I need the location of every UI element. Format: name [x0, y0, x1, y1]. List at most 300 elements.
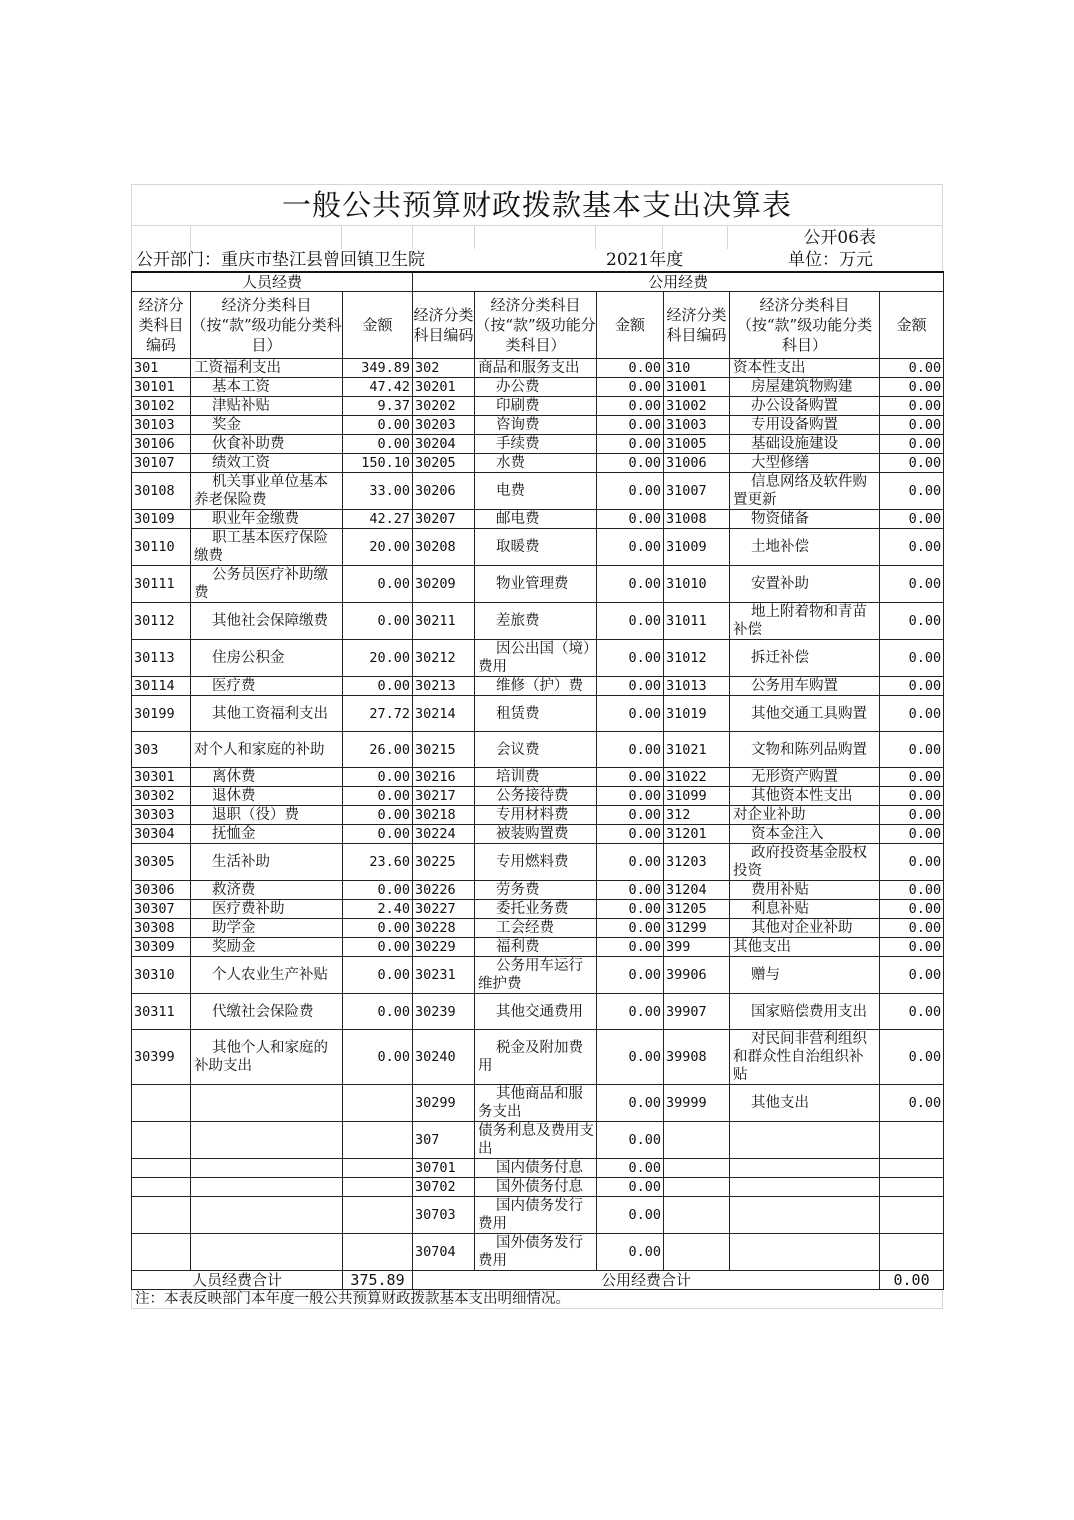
personnel-amount: 42.27 [343, 510, 413, 529]
capital-code: 310 [664, 359, 730, 378]
personnel-item: 职业年金缴费 [191, 510, 343, 529]
personnel-code: 30308 [132, 919, 191, 938]
capital-amount: 0.00 [880, 844, 944, 881]
public-amount: 0.00 [597, 603, 664, 640]
capital-amount: 0.00 [880, 529, 944, 566]
personnel-item [191, 1085, 343, 1122]
capital-code: 39908 [664, 1030, 730, 1085]
form-number-row [131, 225, 943, 249]
public-code: 30205 [413, 454, 475, 473]
public-code: 30701 [413, 1159, 475, 1178]
col-code-header: 经济分类科目编码 [664, 292, 730, 359]
public-item: 电费 [475, 473, 597, 510]
table-row [132, 473, 944, 510]
personnel-code: 30107 [132, 454, 191, 473]
personnel-total-value: 375.89 [343, 1271, 413, 1290]
table-row [132, 677, 944, 696]
public-code: 30217 [413, 787, 475, 806]
public-amount: 0.00 [597, 454, 664, 473]
totals-row [132, 1271, 944, 1290]
personnel-code: 30310 [132, 957, 191, 994]
capital-amount [880, 1197, 944, 1234]
public-amount: 0.00 [597, 1085, 664, 1122]
public-code: 30206 [413, 473, 475, 510]
col-name-header: 经济分类科目（按“款”级功能分类科目） [191, 292, 343, 359]
personnel-amount: 0.00 [343, 566, 413, 603]
capital-item: 对民间非营利组织和群众性自治组织补贴 [730, 1030, 880, 1085]
public-code: 30208 [413, 529, 475, 566]
capital-amount: 0.00 [880, 787, 944, 806]
capital-item: 资本金注入 [730, 825, 880, 844]
public-code: 30229 [413, 938, 475, 957]
table-row [132, 994, 944, 1030]
personnel-amount: 0.00 [343, 881, 413, 900]
public-item: 租赁费 [475, 696, 597, 732]
capital-amount: 0.00 [880, 473, 944, 510]
public-item: 差旅费 [475, 603, 597, 640]
public-item: 劳务费 [475, 881, 597, 900]
public-item: 公务用车运行维护费 [475, 957, 597, 994]
capital-item: 办公设备购置 [730, 397, 880, 416]
personnel-code: 30307 [132, 900, 191, 919]
capital-code: 399 [664, 938, 730, 957]
capital-amount: 0.00 [880, 825, 944, 844]
public-item: 邮电费 [475, 510, 597, 529]
personnel-item: 生活补助 [191, 844, 343, 881]
capital-item: 对企业补助 [730, 806, 880, 825]
table-row [132, 1178, 944, 1197]
public-amount: 0.00 [597, 994, 664, 1030]
public-amount: 0.00 [597, 696, 664, 732]
capital-item: 国家赔偿费用支出 [730, 994, 880, 1030]
table-row [132, 416, 944, 435]
public-amount: 0.00 [597, 1178, 664, 1197]
capital-code: 31012 [664, 640, 730, 677]
public-code: 30239 [413, 994, 475, 1030]
personnel-amount: 20.00 [343, 529, 413, 566]
personnel-total-label: 人员经费合计 [132, 1271, 343, 1290]
personnel-code: 30306 [132, 881, 191, 900]
capital-amount: 0.00 [880, 938, 944, 957]
public-item: 委托业务费 [475, 900, 597, 919]
capital-code: 31005 [664, 435, 730, 454]
table-row [132, 603, 944, 640]
capital-amount: 0.00 [880, 732, 944, 768]
table-row [132, 825, 944, 844]
public-item: 国外债务发行费用 [475, 1234, 597, 1271]
public-code: 30226 [413, 881, 475, 900]
public-item: 福利费 [475, 938, 597, 957]
capital-code: 312 [664, 806, 730, 825]
personnel-code: 30301 [132, 768, 191, 787]
personnel-item [191, 1159, 343, 1178]
capital-item [730, 1234, 880, 1271]
personnel-amount: 150.10 [343, 454, 413, 473]
personnel-code: 30103 [132, 416, 191, 435]
capital-code [664, 1159, 730, 1178]
group-personnel: 人员经费 [132, 272, 413, 292]
capital-code: 31203 [664, 844, 730, 881]
public-amount: 0.00 [597, 1122, 664, 1159]
capital-amount: 0.00 [880, 640, 944, 677]
public-amount: 0.00 [597, 640, 664, 677]
personnel-item: 其他工资福利支出 [191, 696, 343, 732]
public-code: 30207 [413, 510, 475, 529]
personnel-amount [343, 1178, 413, 1197]
capital-item: 拆迁补偿 [730, 640, 880, 677]
capital-amount: 0.00 [880, 696, 944, 732]
capital-item: 房屋建筑物购建 [730, 378, 880, 397]
public-item: 其他交通费用 [475, 994, 597, 1030]
capital-item: 其他支出 [730, 1085, 880, 1122]
table-row [132, 640, 944, 677]
capital-code: 31009 [664, 529, 730, 566]
table-row [132, 510, 944, 529]
capital-item: 无形资产购置 [730, 768, 880, 787]
personnel-code: 301 [132, 359, 191, 378]
capital-amount [880, 1159, 944, 1178]
public-item: 专用燃料费 [475, 844, 597, 881]
public-item: 公务接待费 [475, 787, 597, 806]
personnel-item: 绩效工资 [191, 454, 343, 473]
capital-item: 政府投资基金股权投资 [730, 844, 880, 881]
personnel-amount: 2.40 [343, 900, 413, 919]
personnel-code [132, 1197, 191, 1234]
col-code-header: 经济分类科目编码 [132, 292, 191, 359]
public-code: 30704 [413, 1234, 475, 1271]
capital-code: 31008 [664, 510, 730, 529]
public-code: 30212 [413, 640, 475, 677]
personnel-amount: 0.00 [343, 603, 413, 640]
public-amount: 0.00 [597, 1030, 664, 1085]
personnel-code: 30110 [132, 529, 191, 566]
public-amount: 0.00 [597, 806, 664, 825]
capital-code: 31010 [664, 566, 730, 603]
public-amount: 0.00 [597, 938, 664, 957]
col-amount-header: 金额 [343, 292, 413, 359]
col-name-header: 经济分类科目（按“款”级功能分类科目） [475, 292, 597, 359]
fiscal-year: 2021年度 [606, 250, 684, 270]
table-row [132, 1197, 944, 1234]
personnel-item: 抚恤金 [191, 825, 343, 844]
capital-code: 31011 [664, 603, 730, 640]
capital-item: 基础设施建设 [730, 435, 880, 454]
personnel-item: 助学金 [191, 919, 343, 938]
personnel-code [132, 1178, 191, 1197]
public-amount: 0.00 [597, 529, 664, 566]
table-note: 注：本表反映部门本年度一般公共预算财政拨款基本支出明细情况。 [131, 1290, 943, 1309]
table-row [132, 397, 944, 416]
personnel-code: 30113 [132, 640, 191, 677]
table-row [132, 566, 944, 603]
capital-code: 31013 [664, 677, 730, 696]
table-row [132, 435, 944, 454]
capital-code: 31204 [664, 881, 730, 900]
personnel-item: 离休费 [191, 768, 343, 787]
capital-code [664, 1178, 730, 1197]
capital-amount: 0.00 [880, 768, 944, 787]
personnel-item: 职工基本医疗保险缴费 [191, 529, 343, 566]
public-amount: 0.00 [597, 957, 664, 994]
capital-amount: 0.00 [880, 881, 944, 900]
personnel-code: 30112 [132, 603, 191, 640]
capital-amount: 0.00 [880, 397, 944, 416]
personnel-item: 机关事业单位基本养老保险费 [191, 473, 343, 510]
personnel-code [132, 1085, 191, 1122]
report-sheet [131, 184, 943, 1309]
table-row [132, 1234, 944, 1271]
public-amount: 0.00 [597, 881, 664, 900]
capital-amount: 0.00 [880, 378, 944, 397]
public-amount: 0.00 [597, 844, 664, 881]
table-row [132, 938, 944, 957]
table-row [132, 454, 944, 473]
capital-code [664, 1197, 730, 1234]
personnel-item: 代缴社会保险费 [191, 994, 343, 1030]
personnel-amount: 349.89 [343, 359, 413, 378]
personnel-code: 30106 [132, 435, 191, 454]
personnel-amount: 0.00 [343, 825, 413, 844]
col-amount-header: 金额 [880, 292, 944, 359]
personnel-item: 奖励金 [191, 938, 343, 957]
public-code: 30702 [413, 1178, 475, 1197]
capital-amount: 0.00 [880, 1030, 944, 1085]
public-item: 办公费 [475, 378, 597, 397]
capital-item: 赠与 [730, 957, 880, 994]
capital-code: 31205 [664, 900, 730, 919]
public-code: 30216 [413, 768, 475, 787]
public-item: 被装购置费 [475, 825, 597, 844]
personnel-item: 基本工资 [191, 378, 343, 397]
public-code: 30211 [413, 603, 475, 640]
capital-amount [880, 1122, 944, 1159]
personnel-code: 30303 [132, 806, 191, 825]
capital-amount: 0.00 [880, 1085, 944, 1122]
capital-code: 31022 [664, 768, 730, 787]
public-amount: 0.00 [597, 566, 664, 603]
public-item: 印刷费 [475, 397, 597, 416]
public-item: 会议费 [475, 732, 597, 768]
public-item: 国内债务付息 [475, 1159, 597, 1178]
personnel-code: 30311 [132, 994, 191, 1030]
table-row [132, 1159, 944, 1178]
public-code: 30231 [413, 957, 475, 994]
capital-item [730, 1122, 880, 1159]
personnel-code: 30101 [132, 378, 191, 397]
capital-code: 31201 [664, 825, 730, 844]
public-amount: 0.00 [597, 510, 664, 529]
personnel-item [191, 1178, 343, 1197]
capital-amount: 0.00 [880, 900, 944, 919]
table-row [132, 957, 944, 994]
capital-code: 39906 [664, 957, 730, 994]
public-item: 咨询费 [475, 416, 597, 435]
personnel-amount [343, 1122, 413, 1159]
table-row [132, 378, 944, 397]
personnel-code: 30399 [132, 1030, 191, 1085]
capital-code: 31006 [664, 454, 730, 473]
public-amount: 0.00 [597, 919, 664, 938]
public-amount: 0.00 [597, 1234, 664, 1271]
col-name-header: 经济分类科目（按“款”级功能分类科目） [730, 292, 880, 359]
capital-item [730, 1197, 880, 1234]
capital-item: 文物和陈列品购置 [730, 732, 880, 768]
capital-item: 信息网络及软件购置更新 [730, 473, 880, 510]
capital-item: 其他对企业补助 [730, 919, 880, 938]
public-item: 工会经费 [475, 919, 597, 938]
personnel-code: 30109 [132, 510, 191, 529]
personnel-item [191, 1234, 343, 1271]
public-item: 手续费 [475, 435, 597, 454]
personnel-amount: 20.00 [343, 640, 413, 677]
personnel-item: 退职（役）费 [191, 806, 343, 825]
public-code: 30225 [413, 844, 475, 881]
personnel-item [191, 1197, 343, 1234]
capital-amount [880, 1178, 944, 1197]
public-total-value: 0.00 [880, 1271, 944, 1290]
unit-label: 单位：万元 [788, 250, 873, 270]
report-info-line [131, 249, 943, 271]
personnel-amount: 0.00 [343, 938, 413, 957]
public-code: 30201 [413, 378, 475, 397]
public-amount: 0.00 [597, 768, 664, 787]
capital-amount [880, 1234, 944, 1271]
public-amount: 0.00 [597, 435, 664, 454]
public-item: 专用材料费 [475, 806, 597, 825]
public-item: 取暖费 [475, 529, 597, 566]
table-row [132, 359, 944, 378]
personnel-item: 对个人和家庭的补助 [191, 732, 343, 768]
capital-amount: 0.00 [880, 566, 944, 603]
capital-item: 物资储备 [730, 510, 880, 529]
capital-amount: 0.00 [880, 416, 944, 435]
public-code: 30214 [413, 696, 475, 732]
personnel-code [132, 1234, 191, 1271]
personnel-item [191, 1122, 343, 1159]
personnel-code: 30309 [132, 938, 191, 957]
personnel-amount: 47.42 [343, 378, 413, 397]
personnel-amount: 0.00 [343, 787, 413, 806]
public-code: 30215 [413, 732, 475, 768]
personnel-amount [343, 1159, 413, 1178]
capital-code: 31001 [664, 378, 730, 397]
personnel-amount [343, 1197, 413, 1234]
personnel-amount: 23.60 [343, 844, 413, 881]
personnel-item: 公务员医疗补助缴费 [191, 566, 343, 603]
personnel-item: 其他个人和家庭的补助支出 [191, 1030, 343, 1085]
capital-code: 31007 [664, 473, 730, 510]
personnel-item: 退休费 [191, 787, 343, 806]
public-code: 30224 [413, 825, 475, 844]
table-row [132, 696, 944, 732]
public-code: 30209 [413, 566, 475, 603]
capital-item [730, 1159, 880, 1178]
personnel-item: 其他社会保障缴费 [191, 603, 343, 640]
personnel-item: 医疗费补助 [191, 900, 343, 919]
capital-amount: 0.00 [880, 957, 944, 994]
department-label: 公开部门：重庆市垫江县曾回镇卫生院 [136, 250, 425, 270]
public-amount: 0.00 [597, 397, 664, 416]
capital-item: 其他支出 [730, 938, 880, 957]
capital-code: 31299 [664, 919, 730, 938]
capital-item: 资本性支出 [730, 359, 880, 378]
public-amount: 0.00 [597, 378, 664, 397]
table-row [132, 529, 944, 566]
group-public: 公用经费 [413, 272, 944, 292]
capital-item: 专用设备购置 [730, 416, 880, 435]
personnel-amount [343, 1085, 413, 1122]
personnel-code: 30302 [132, 787, 191, 806]
personnel-amount: 0.00 [343, 677, 413, 696]
capital-item: 其他资本性支出 [730, 787, 880, 806]
capital-code [664, 1122, 730, 1159]
capital-code: 31021 [664, 732, 730, 768]
public-amount: 0.00 [597, 732, 664, 768]
capital-amount: 0.00 [880, 454, 944, 473]
personnel-code: 30111 [132, 566, 191, 603]
table-row [132, 1122, 944, 1159]
capital-amount: 0.00 [880, 359, 944, 378]
table-row [132, 919, 944, 938]
personnel-code: 30114 [132, 677, 191, 696]
personnel-amount: 0.00 [343, 768, 413, 787]
public-code: 307 [413, 1122, 475, 1159]
capital-code: 31099 [664, 787, 730, 806]
personnel-item: 奖金 [191, 416, 343, 435]
personnel-amount: 0.00 [343, 994, 413, 1030]
personnel-code: 30199 [132, 696, 191, 732]
public-item: 债务利息及费用支出 [475, 1122, 597, 1159]
personnel-code: 30102 [132, 397, 191, 416]
capital-item [730, 1178, 880, 1197]
public-amount: 0.00 [597, 416, 664, 435]
public-amount: 0.00 [597, 1159, 664, 1178]
public-code: 30227 [413, 900, 475, 919]
personnel-amount: 0.00 [343, 806, 413, 825]
public-item: 物业管理费 [475, 566, 597, 603]
col-amount-header: 金额 [597, 292, 664, 359]
public-total-label: 公用经费合计 [413, 1271, 880, 1290]
personnel-amount: 33.00 [343, 473, 413, 510]
personnel-amount [343, 1234, 413, 1271]
table-row [132, 1085, 944, 1122]
public-item: 税金及附加费用 [475, 1030, 597, 1085]
personnel-item: 工资福利支出 [191, 359, 343, 378]
public-code: 302 [413, 359, 475, 378]
public-item: 其他商品和服务支出 [475, 1085, 597, 1122]
public-code: 30202 [413, 397, 475, 416]
personnel-code: 30305 [132, 844, 191, 881]
capital-item: 费用补贴 [730, 881, 880, 900]
table-row [132, 844, 944, 881]
public-amount: 0.00 [597, 825, 664, 844]
public-code: 30203 [413, 416, 475, 435]
table-row [132, 806, 944, 825]
capital-code: 31019 [664, 696, 730, 732]
capital-amount: 0.00 [880, 994, 944, 1030]
form-number: 公开06表 [728, 225, 943, 249]
table-row [132, 787, 944, 806]
personnel-code: 303 [132, 732, 191, 768]
capital-item: 利息补贴 [730, 900, 880, 919]
public-code: 30299 [413, 1085, 475, 1122]
capital-item: 地上附着物和青苗补偿 [730, 603, 880, 640]
public-item: 国外债务付息 [475, 1178, 597, 1197]
personnel-amount: 9.37 [343, 397, 413, 416]
public-amount: 0.00 [597, 1197, 664, 1234]
personnel-code: 30304 [132, 825, 191, 844]
public-amount: 0.00 [597, 359, 664, 378]
